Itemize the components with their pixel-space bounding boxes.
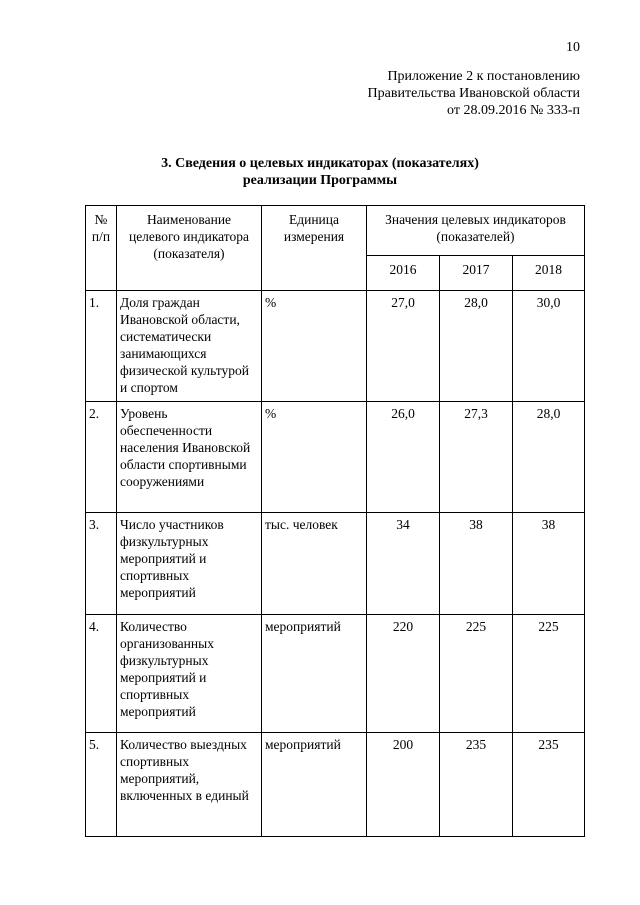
indicator-value: 38 bbox=[440, 513, 513, 615]
row-number: 2. bbox=[86, 402, 117, 513]
indicator-name: Количество организованных физкультурных мероприятий и спортивных мероприятий bbox=[117, 615, 262, 733]
indicators-table bbox=[85, 205, 585, 837]
indicator-value: 235 bbox=[513, 733, 585, 837]
appendix-reference bbox=[300, 68, 580, 119]
indicator-value: 225 bbox=[513, 615, 585, 733]
header-year: 2016 bbox=[367, 256, 440, 291]
row-number: 1. bbox=[86, 291, 117, 402]
header-values: Значения целевых индикаторов (показателей) bbox=[367, 206, 585, 256]
indicator-unit: мероприятий bbox=[262, 615, 367, 733]
header-name: Наименование целевого индикатора (показателя) bbox=[117, 206, 262, 291]
indicator-value: 225 bbox=[440, 615, 513, 733]
indicator-unit: % bbox=[262, 291, 367, 402]
header-year: 2017 bbox=[440, 256, 513, 291]
table-row bbox=[86, 513, 585, 615]
indicator-name: Доля граждан Ивановской области, систематически занимающихся физической культурой и спортом bbox=[117, 291, 262, 402]
row-number: 5. bbox=[86, 733, 117, 837]
indicator-value: 200 bbox=[367, 733, 440, 837]
indicator-name: Число участников физкультурных мероприятий и спортивных мероприятий bbox=[117, 513, 262, 615]
page-number: 10 bbox=[566, 40, 580, 55]
indicator-value: 28,0 bbox=[513, 402, 585, 513]
indicator-value: 34 bbox=[367, 513, 440, 615]
indicator-value: 235 bbox=[440, 733, 513, 837]
appendix-line-3: от 28.09.2016 № 333-п bbox=[447, 103, 580, 118]
table-row bbox=[86, 402, 585, 513]
section-heading-line-1: 3. Сведения о целевых индикаторах (показателях) bbox=[161, 156, 479, 171]
indicator-value: 220 bbox=[367, 615, 440, 733]
table-header-row bbox=[86, 206, 585, 256]
header-unit: Единица измерения bbox=[262, 206, 367, 291]
section-heading bbox=[100, 155, 540, 189]
header-num: № п/п bbox=[86, 206, 117, 291]
indicator-unit: мероприятий bbox=[262, 733, 367, 837]
row-number: 4. bbox=[86, 615, 117, 733]
indicator-value: 38 bbox=[513, 513, 585, 615]
indicator-unit: тыс. человек bbox=[262, 513, 367, 615]
row-number: 3. bbox=[86, 513, 117, 615]
table-row bbox=[86, 291, 585, 402]
indicator-value: 28,0 bbox=[440, 291, 513, 402]
table-row bbox=[86, 733, 585, 837]
indicator-value: 30,0 bbox=[513, 291, 585, 402]
appendix-line-1: Приложение 2 к постановлению bbox=[387, 69, 580, 84]
appendix-line-2: Правительства Ивановской области bbox=[367, 86, 580, 101]
header-year: 2018 bbox=[513, 256, 585, 291]
indicator-name: Уровень обеспеченности населения Ивановской области спортивными сооружениями bbox=[117, 402, 262, 513]
section-heading-line-2: реализации Программы bbox=[242, 173, 398, 188]
indicator-value: 27,3 bbox=[440, 402, 513, 513]
table-row bbox=[86, 615, 585, 733]
indicator-unit: % bbox=[262, 402, 367, 513]
indicator-value: 26,0 bbox=[367, 402, 440, 513]
indicator-name: Количество выездных спортивных мероприятий, включенных в единый bbox=[117, 733, 262, 837]
indicator-value: 27,0 bbox=[367, 291, 440, 402]
